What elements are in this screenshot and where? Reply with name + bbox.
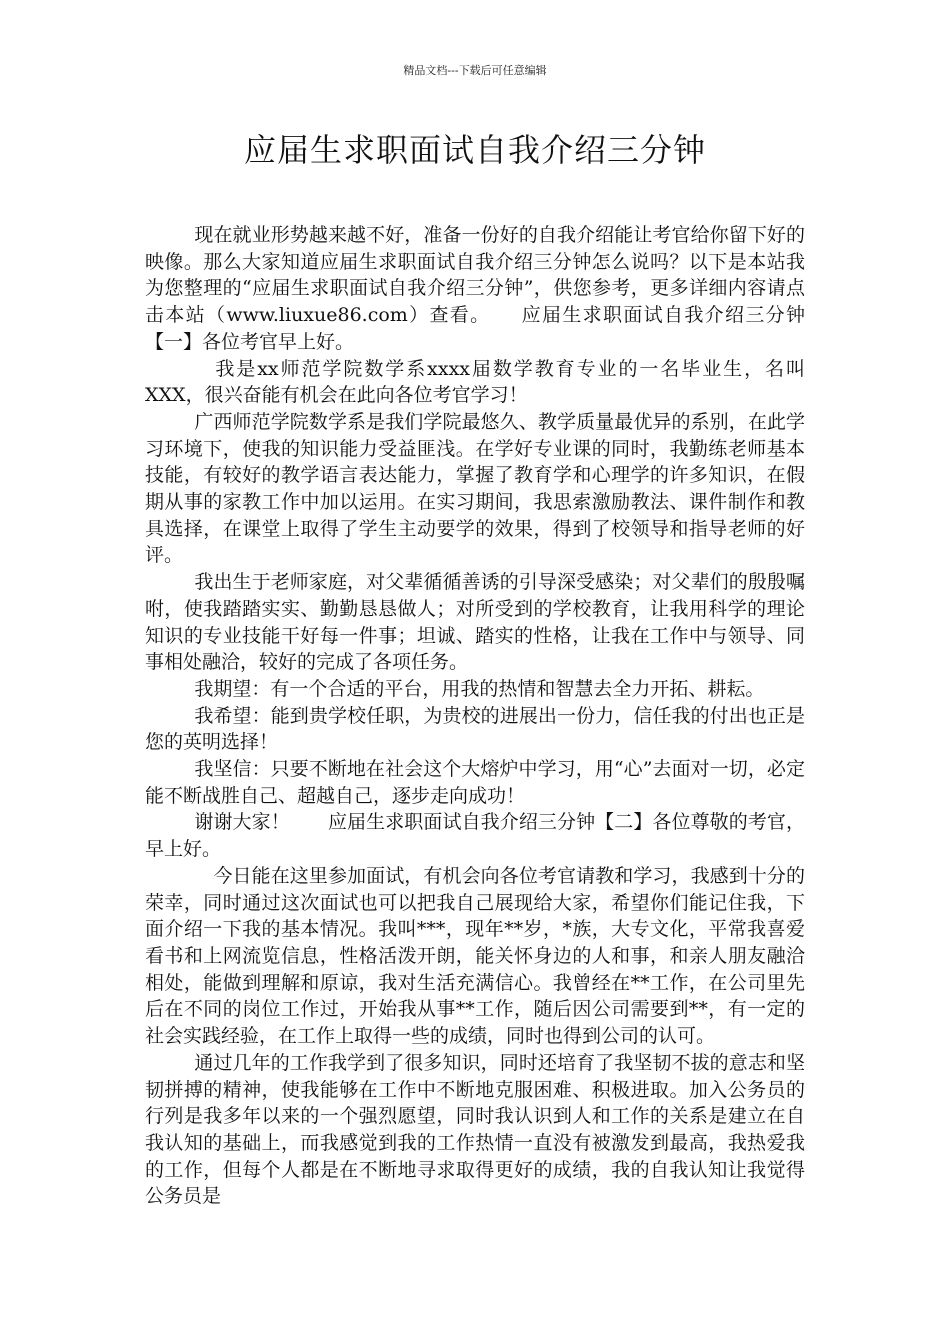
paragraph: 我希望：能到贵学校任职，为贵校的进展出一份力，信任我的付出也正是您的英明选择！ bbox=[145, 704, 805, 754]
paragraph: 我出生于老师家庭，对父辈循循善诱的引导深受感染；对父辈们的殷殷嘱咐，使我踏踏实实、勤勤恳恳做人；对所受到的学校教育，让我用科学的理论知识的专业技能干好每一件事；坦诚、踏实的性格，让我在工作中与领导、同事相处融洽，较好的完成了各项任务。 bbox=[145, 571, 805, 674]
paragraph: 通过几年的工作我学到了很多知识，同时还培育了我坚韧不拔的意志和坚韧拼搏的精神，使我能够在工作中不断地克服困难、积极进取。加入公务员的行列是我多年以来的一个强烈愿望，同时我认识到人和工作的关系是建立在自我认知的基础上，而我感觉到我的工作热情一直没有被激发到最高，我热爱我的工作，但每个人都是在不断地寻求取得更好的成绩，我的自我认知让我觉得公务员是 bbox=[145, 1051, 805, 1208]
paragraph: 我是xx师范学院数学系xxxx届数学教育专业的一名毕业生，名叫XXX，很兴奋能有机会在此向各位考官学习！ bbox=[145, 357, 805, 407]
paragraph: 广西师范学院数学系是我们学院最悠久、教学质量最优异的系别，在此学习环境下，使我的知识能力受益匪浅。在学好专业课的同时，我勤练老师基本技能，有较好的教学语言表达能力，掌握了教育学和心理学的许多知识，在假期从事的家教工作中加以运用。在实习期间，我思索激励教法、课件制作和教具选择，在课堂上取得了学生主动要学的效果，得到了校领导和指导老师的好评。 bbox=[145, 410, 805, 567]
page-header: 精品文档---下载后可任意编辑 bbox=[403, 64, 547, 77]
document-body bbox=[145, 222, 805, 1210]
document-title: 应届生求职面试自我介绍三分钟 bbox=[243, 131, 706, 169]
paragraph: 现在就业形势越来越不好，准备一份好的自我介绍能让考官给你留下好的映像。那么大家知道应届生求职面试自我介绍三分钟怎么说吗？以下是本站我为您整理的“应届生求职面试自我介绍三分钟”，供您参考，更多详细内容请点击本站（www.liuxue86.com）查看。 应届生求职面试自我介绍三分钟【一】各位考官早上好。 bbox=[145, 224, 805, 353]
paragraph: 我期望：有一个合适的平台，用我的热情和智慧去全力开拓、耕耘。 bbox=[194, 677, 765, 700]
paragraph: 今日能在这里参加面试，有机会向各位考官请教和学习，我感到十分的荣幸，同时通过这次面试也可以把我自己展现给大家，希望你们能记住我，下面介绍一下我的基本情况。我叫***，现年**岁，*族，大专文化，平常我喜爱看书和上网流览信息，性格活泼开朗，能关怀身边的人和事，和亲人朋友融洽相处，能做到理解和原谅，我对生活充满信心。我曾经在**工作，在公司里先后在不同的岗位工作过，开始我从事**工作，随后因公司需要到**，有一定的社会实践经验，在工作上取得一些的成绩，同时也得到公司的认可。 bbox=[145, 864, 805, 1048]
paragraph: 谢谢大家！ 应届生求职面试自我介绍三分钟【二】各位尊敬的考官，早上好。 bbox=[145, 811, 805, 861]
paragraph: 我坚信：只要不断地在社会这个大熔炉中学习，用“心”去面对一切，必定能不断战胜自己、超越自己，逐步走向成功！ bbox=[145, 758, 805, 807]
